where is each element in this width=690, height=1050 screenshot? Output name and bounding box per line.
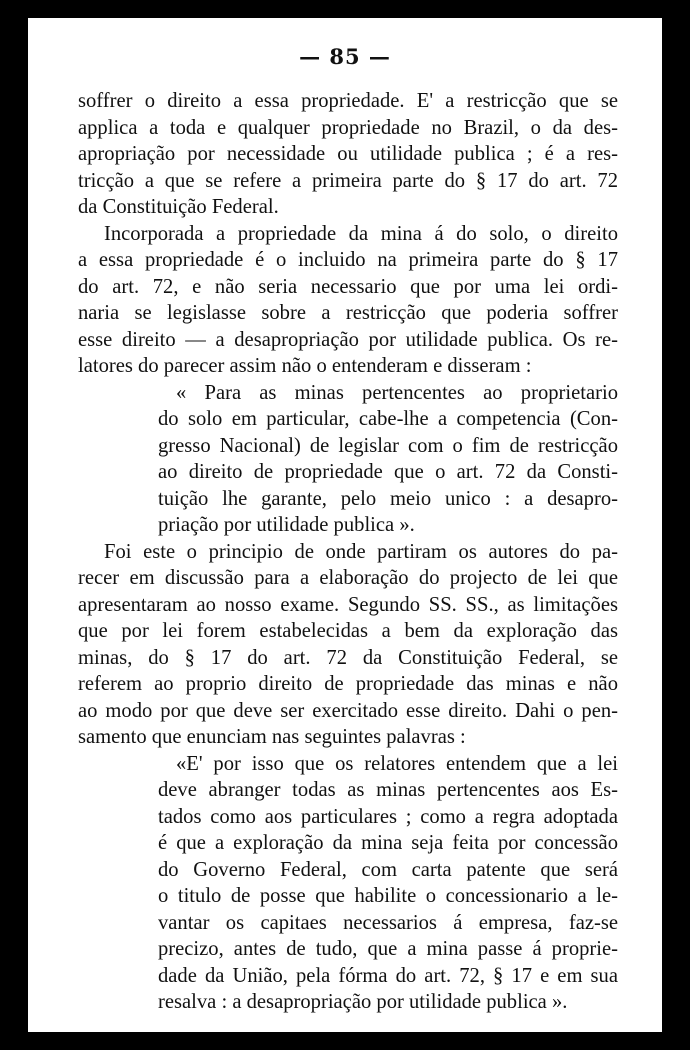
text-line: ao modo por que deve ser exercitado esse direito. Dahi o pen- — [78, 699, 618, 722]
paragraph-1 — [78, 88, 618, 221]
text-line: tuição lhe garante, pelo meio unico : a desapro- — [158, 487, 618, 510]
text-line: da Constituição Federal. — [78, 196, 279, 218]
block-quote-2 — [158, 751, 618, 1016]
text-line: apropriação por necessidade ou utilidade publica ; é a res- — [78, 143, 618, 165]
text-line: soffrer o direito a essa propriedade. E' a restricção que se — [78, 90, 618, 112]
text-line: «E' por isso que os relatores entendem que a lei — [176, 752, 618, 775]
text-line: resalva : a desapropriação por utilidade publica ». — [158, 991, 568, 1013]
text-line: tados como aos particulares ; como a regra adoptada — [158, 805, 618, 828]
text-line: do Governo Federal, com carta patente que será — [158, 858, 618, 881]
text-line: recer em discussão para a elaboração do projecto de lei que — [78, 567, 618, 589]
text-line: samento que enunciam nas seguintes palavras : — [78, 726, 466, 748]
text-line: latores do parecer assim não o entenderam e disseram : — [78, 355, 532, 377]
text-line: que por lei forem estabelecidas a bem da exploração das — [78, 620, 618, 642]
text-line: ao direito de propriedade que o art. 72 da Consti- — [158, 461, 618, 483]
text-line: gresso Nacional) de legislar com o fim de restricção — [158, 434, 618, 457]
document-page — [28, 18, 662, 1032]
text-line: esse direito — a desapropriação por utilidade publica. Os re- — [78, 328, 618, 351]
page-number: — 85 — — [299, 44, 391, 69]
text-line: precizo, antes de tudo, que a mina passe á proprie- — [158, 938, 618, 960]
block-quote-1 — [158, 380, 618, 539]
text-line: naria se legislasse sobre a restricção que poderia soffrer — [78, 302, 618, 324]
text-line: deve abranger todas as minas pertencentes aos Es- — [158, 779, 618, 801]
text-line: vantar os capitaes necessarios á empresa, faz-se — [158, 911, 618, 934]
text-line: a essa propriedade é o incluido na primeira parte do § 17 — [78, 249, 618, 271]
text-line: apresentaram ao nosso exame. Segundo SS. SS., as limitações — [78, 593, 618, 616]
text-line: Foi este o principio de onde partiram os autores do pa- — [104, 540, 618, 563]
text-line: tricção a que se refere a primeira parte do § 17 do art. 72 — [78, 169, 618, 192]
text-line: referem ao proprio direito de propriedade das minas e não — [78, 673, 618, 695]
paragraph-2 — [78, 221, 618, 380]
text-line: priação por utilidade publica ». — [158, 514, 415, 536]
text-line: do art. 72, e não seria necessario que por uma lei ordi- — [78, 275, 618, 298]
text-line: applica a toda e qualquer propriedade no Brazil, o da des- — [78, 116, 618, 139]
text-line: do solo em particular, cabe-lhe a competencia (Con- — [158, 408, 618, 430]
text-line: o titulo de posse que habilite o concessionario a le- — [158, 885, 618, 907]
page-body — [78, 88, 618, 1016]
paragraph-3 — [78, 539, 618, 751]
text-line: Incorporada a propriedade da mina á do solo, o direito — [104, 222, 618, 245]
text-line: minas, do § 17 do art. 72 da Constituição Federal, se — [78, 646, 618, 669]
text-line: é que a exploração da mina seja feita por concessão — [158, 832, 618, 854]
text-line: « Para as minas pertencentes ao proprietario — [176, 381, 618, 404]
text-line: dade da União, pela fórma do art. 72, § 17 e em sua — [158, 964, 618, 987]
